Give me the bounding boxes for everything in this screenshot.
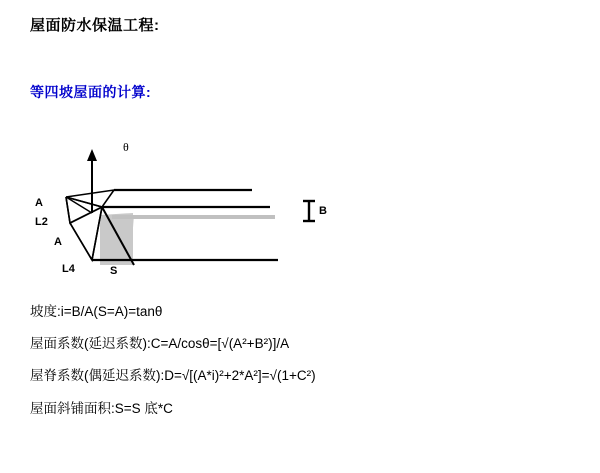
page-title: 屋面防水保温工程: <box>30 17 160 34</box>
label-a-upper: A <box>35 197 43 209</box>
formula-slope: 坡度:i=B/A(S=A)=tanθ <box>30 304 163 319</box>
label-a-lower: A <box>54 236 62 248</box>
label-s: S <box>110 265 118 277</box>
label-l4: L4 <box>62 263 75 275</box>
formula-roof-coefficient: 屋面系数(延迟系数):C=A/cosθ=[√(A²+B²)]/A <box>30 336 290 352</box>
section-subtitle: 等四坡屋面的计算: <box>30 84 152 100</box>
roof-diagram <box>30 135 350 290</box>
label-theta: θ <box>123 140 129 154</box>
theta-arrow-head <box>87 149 97 161</box>
formula-sloped-area: 屋面斜铺面积:S=S 底*C <box>30 400 173 416</box>
gable-left-edge <box>66 197 70 223</box>
roof-diagram-svg <box>30 135 350 290</box>
formula-ridge-coefficient: 屋脊系数(偶延迟系数):D=√[(A*i)²+2*A²]=√(1+C²) <box>30 368 316 384</box>
label-b: B <box>319 205 327 217</box>
label-l2: L2 <box>35 216 48 228</box>
gable-bottom-edge <box>70 223 92 260</box>
formula-list <box>30 303 570 432</box>
theta-ray <box>66 197 92 213</box>
